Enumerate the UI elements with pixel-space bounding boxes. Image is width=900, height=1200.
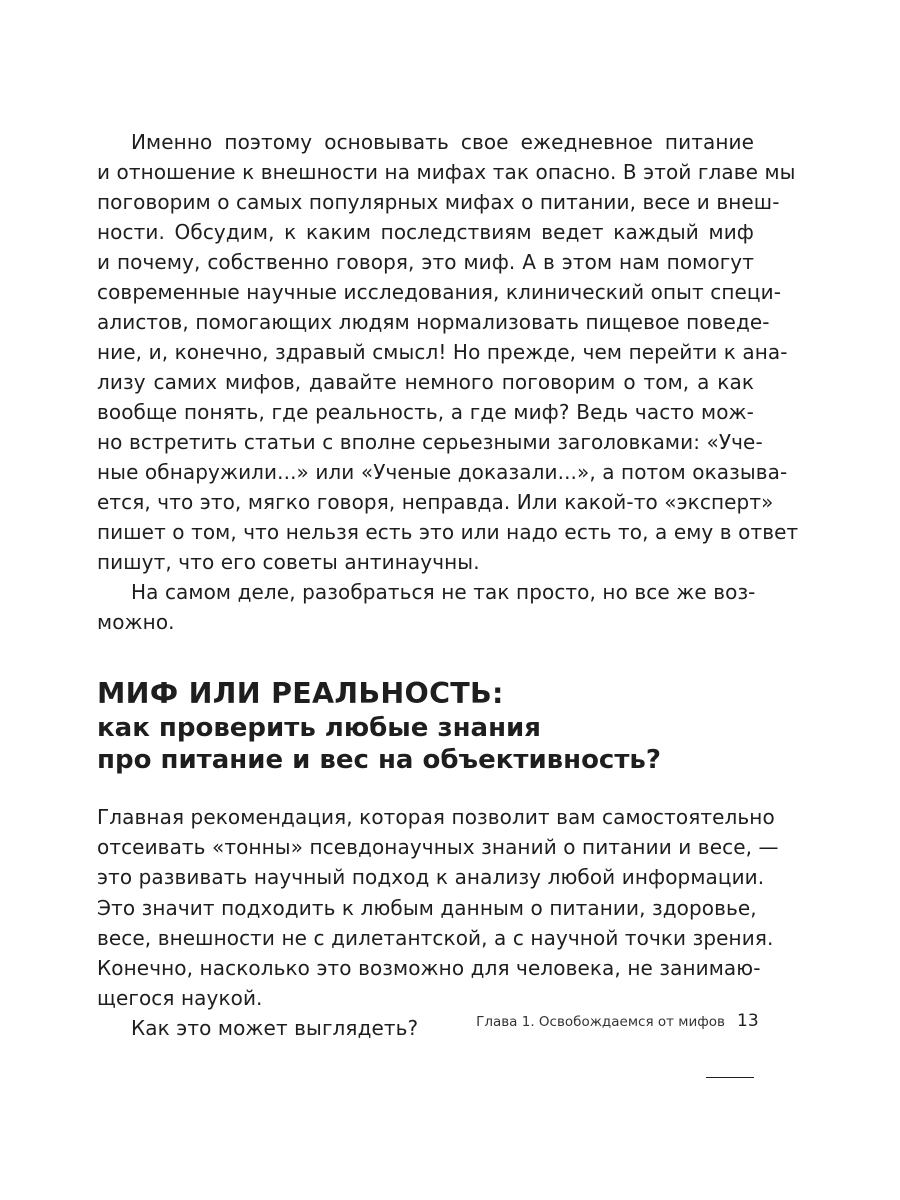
section-subtitle-line: про питание и вес на объективность? (97, 745, 661, 775)
text-line: На самом деле, разобраться не так просто, но все же воз- (131, 580, 756, 604)
text-line: Как это может выглядеть? (131, 1016, 419, 1041)
intro-text-block (97, 127, 799, 637)
text-line: и почему, собственно говоря, это миф. А в этом нам помогут (97, 250, 754, 274)
text-line: алистов, помогающих людям нормализовать пищевое поведе- (97, 310, 770, 334)
text-line: и отношение к внешности на мифах так опасно. В этой главе мы (97, 160, 796, 184)
text-line: весе, внешности не с дилетантской, а с научной точки зрения. (97, 925, 774, 950)
section-text-block (97, 802, 779, 1044)
text-line: пишут, что его советы антинаучны. (97, 550, 480, 574)
text-line: современные научные исследования, клинический опыт специ- (97, 280, 782, 304)
section-subtitle-line: как проверить любые знания (97, 713, 541, 743)
page-number: 13 (737, 1011, 759, 1031)
text-line: отсеивать «тонны» псевдонаучных знаний о питании и весе, — (97, 835, 779, 860)
text-line: лизу самих мифов, давайте немного поговорим о том, а как (97, 370, 754, 394)
text-line: Конечно, насколько это возможно для человека, не занимаю- (97, 955, 761, 980)
paragraph-2 (97, 577, 754, 637)
text-line: Именно поэтому основывать свое ежедневное питание (131, 130, 754, 154)
text-line: это развивать научный подход к анализу любой информации. (97, 865, 765, 890)
text-line: пишет о том, что нельзя есть это или надо есть то, а ему в ответ (97, 520, 799, 544)
text-line: ные обнаружили...» или «Ученые доказали...», а потом оказыва- (97, 460, 788, 484)
text-line: Главная рекомендация, которая позволит вам самостоятельно (97, 805, 775, 829)
text-line: вообще понять, где реальность, а где миф? Ведь часто мож- (97, 400, 754, 424)
section-heading (97, 676, 754, 776)
text-line: щегося наукой. (97, 986, 263, 1011)
text-line: ние, и, конечно, здравый смысл! Но прежде, чем перейти к ана- (97, 340, 788, 364)
text-line: но встретить статьи с вполне серьезными заголовками: «Уче- (97, 430, 763, 454)
text-line: ности. Обсудим, к каким последствиям ведет каждый миф (97, 220, 754, 244)
running-footer-chapter: Глава 1. Освобождаемся от мифов (476, 1014, 725, 1030)
text-line: поговорим о самых популярных мифах о питании, весе и внеш- (97, 190, 780, 214)
paragraph-1 (97, 127, 799, 577)
text-line: Это значит подходить к любым данным о питании, здоровье, (97, 895, 757, 920)
footer-rule (706, 1077, 754, 1078)
text-line: можно. (97, 610, 175, 634)
text-line: ется, что это, мягко говоря, неправда. Или какой-то «эксперт» (97, 490, 774, 514)
paragraph-3 (97, 802, 779, 1013)
section-title: МИФ ИЛИ РЕАЛЬНОСТЬ: (97, 677, 504, 710)
